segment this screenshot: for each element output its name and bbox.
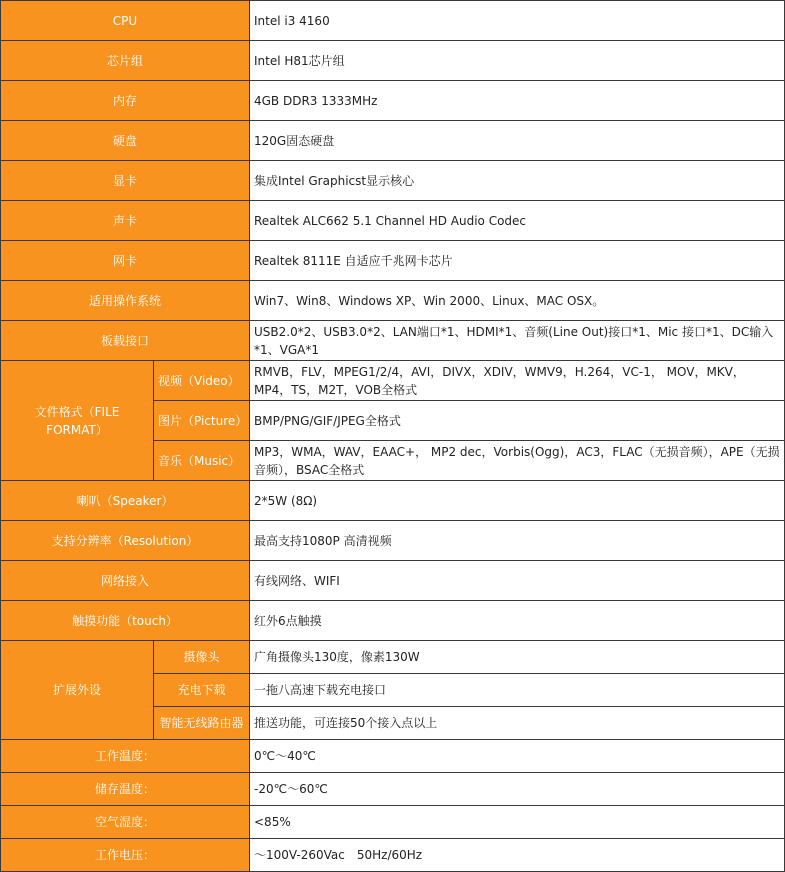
row-value-voltage: ～100V-260Vac 50Hz/60Hz xyxy=(250,839,785,872)
row-value-sound: Realtek ALC662 5.1 Channel HD Audio Codec xyxy=(250,201,785,241)
table-row xyxy=(1,561,785,601)
row-label-network-card: 网卡 xyxy=(1,241,250,281)
row-label-touch: 触摸功能（touch） xyxy=(1,601,250,641)
row-value-speaker: 2*5W (8Ω) xyxy=(250,481,785,521)
row-label-humidity: 空气湿度： xyxy=(1,806,250,839)
row-value-humidity: <85% xyxy=(250,806,785,839)
table-row xyxy=(1,481,785,521)
sub-label-video: 视频（Video） xyxy=(154,361,250,401)
row-label-operating-temp: 工作温度： xyxy=(1,740,250,773)
sub-label-router: 智能无线路由器 xyxy=(154,707,250,740)
table-row xyxy=(1,773,785,806)
row-value-ports: USB2.0*2、USB3.0*2、LAN端口*1、HDMI*1、音频(Line Out)接口*1、Mic 接口*1、DC输入*1、VGA*1 xyxy=(250,321,785,361)
sub-label-camera: 摄像头 xyxy=(154,641,250,674)
row-label-memory: 内存 xyxy=(1,81,250,121)
table-row xyxy=(1,201,785,241)
table-row xyxy=(1,161,785,201)
row-label-chipset: 芯片组 xyxy=(1,41,250,81)
row-value-network-access: 有线网络、WIFI xyxy=(250,561,785,601)
row-value-network-card: Realtek 8111E 自适应千兆网卡芯片 xyxy=(250,241,785,281)
table-row xyxy=(1,740,785,773)
row-value-storage: 120G固态硬盘 xyxy=(250,121,785,161)
row-label-ports: 板载接口 xyxy=(1,321,250,361)
row-value-graphics: 集成Intel Graphicst显示核心 xyxy=(250,161,785,201)
row-value-os: Win7、Win8、Windows XP、Win 2000、Linux、MAC OSX。 xyxy=(250,281,785,321)
sub-label-charging: 充电下载 xyxy=(154,674,250,707)
row-label-network-access: 网络接入 xyxy=(1,561,250,601)
table-row xyxy=(1,521,785,561)
table-row xyxy=(1,41,785,81)
row-label-storage: 硬盘 xyxy=(1,121,250,161)
row-value-chipset: Intel H81芯片组 xyxy=(250,41,785,81)
row-label-resolution: 支持分辨率（Resolution） xyxy=(1,521,250,561)
row-value-camera: 广角摄像头130度，像素130W xyxy=(250,641,785,674)
table-row xyxy=(1,601,785,641)
row-value-cpu: Intel i3 4160 xyxy=(250,1,785,41)
row-label-os: 适用操作系统 xyxy=(1,281,250,321)
row-value-picture: BMP/PNG/GIF/JPEG全格式 xyxy=(250,401,785,441)
row-label-sound: 声卡 xyxy=(1,201,250,241)
row-value-touch: 红外6点触摸 xyxy=(250,601,785,641)
row-value-memory: 4GB DDR3 1333MHz xyxy=(250,81,785,121)
table-row xyxy=(1,641,785,674)
table-row xyxy=(1,321,785,361)
row-value-resolution: 最高支持1080P 高清视频 xyxy=(250,521,785,561)
table-row xyxy=(1,81,785,121)
row-label-storage-temp: 储存温度： xyxy=(1,773,250,806)
row-value-charging: 一拖八高速下载充电接口 xyxy=(250,674,785,707)
table-row xyxy=(1,806,785,839)
row-label-voltage: 工作电压： xyxy=(1,839,250,872)
table-row xyxy=(1,281,785,321)
row-value-storage-temp: -20℃～60℃ xyxy=(250,773,785,806)
table-row xyxy=(1,121,785,161)
sub-label-picture: 图片（Picture） xyxy=(154,401,250,441)
row-value-router: 推送功能，可连接50个接入点以上 xyxy=(250,707,785,740)
row-value-operating-temp: 0℃～40℃ xyxy=(250,740,785,773)
table-row xyxy=(1,241,785,281)
row-label-graphics: 显卡 xyxy=(1,161,250,201)
row-value-music: MP3，WMA，WAV，EAAC+， MP2 dec，Vorbis(Ogg)，AC3，FLAC（无损音频），APE（无损音频），BSAC全格式 xyxy=(250,441,785,481)
row-label-cpu: CPU xyxy=(1,1,250,41)
sub-label-music: 音乐（Music） xyxy=(154,441,250,481)
row-value-video: RMVB，FLV，MPEG1/2/4，AVI，DIVX，XDIV，WMV9，H.264，VC-1， MOV，MKV，MP4，TS，M2T，VOB全格式 xyxy=(250,361,785,401)
table-row xyxy=(1,839,785,872)
row-label-speaker: 喇叭（Speaker） xyxy=(1,481,250,521)
table-row xyxy=(1,361,785,401)
row-label-expansion: 扩展外设 xyxy=(1,641,154,740)
row-label-file-format: 文件格式（FILE FORMAT） xyxy=(1,361,154,481)
table-row xyxy=(1,1,785,41)
